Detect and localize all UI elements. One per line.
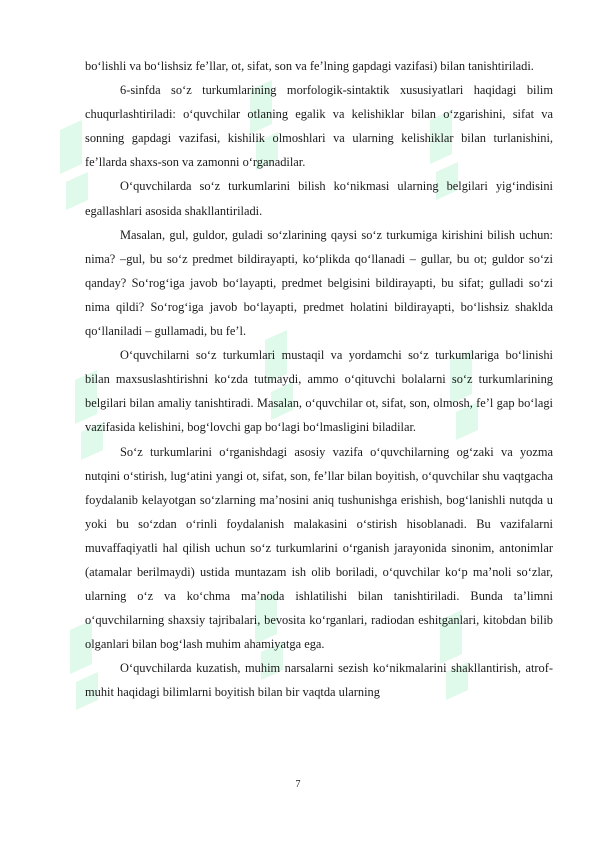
paragraph: 6-sinfda so‘z turkumlarining morfologik-sintaktik xususiyatlari haqidagi bilim chuqurlashtiriladi: o‘quvchilar otlaning egalik va kelishiklar bilan o‘zgarishini, sifat va sonning gapdagi vazifasi, kishilik olmoshlari va ularning kelishiklar bilan turlanishini, fe’llarda shaxs-son va zamonni o‘rganadilar. xyxy=(85,83,553,170)
page-body xyxy=(85,54,553,705)
paragraph: So‘z turkumlarini o‘rganishdagi asosiy vazifa o‘quvchilarning og‘zaki va yozma nutqini o‘stirish, lug‘atini yangi ot, sifat, son, fe’llar bilan boyitish, o‘quvchilar shu vaqtgacha foydalanib kelayotgan so‘zlarning ma’nosini aniq tushunishga erishish, bog‘lanishli nutqda u yoki bu so‘zdan o‘rinli foydalanish malakasini o‘stirish hisoblanadi. Bu vazifalarni muvaffaqiyatli hal qilish uchun so‘z turkumlarini o‘rganish jarayonida sinonim, antonimlar (atamalar berilmaydi) ustida muntazam ish olib boriladi, o‘quvchilar ko‘p ma’noli so‘zlar, ularning o‘z va ko‘chma ma’noda ishlatilishi bilan tanishtiriladi. Bunda ta’limni o‘quvchilarning shaxsiy tajribalari, bevosita ko‘rganlari, radiodan eshitganlari, kitobdan bilib olganlari bilan bog‘lash muhim ahamiyatga ega. xyxy=(85,444,553,652)
paragraph: bo‘lishli va bo‘lishsiz fe’llar, ot, sifat, son va fe’lning gapdagi vazifasi) bilan tanishtiriladi. xyxy=(85,59,534,73)
paragraph: O‘quvchilarni so‘z turkumlari mustaqil va yordamchi so‘z turkumlariga bo‘linishi bilan maxsuslashtirishni ko‘zda tutmaydi, ammo o‘qituvchi bolalarni so‘z turkumlarining belgilari bilan amaliy tanishtiradi. Masalan, o‘quvchilar ot, sifat, son, olmosh, fe’l gap bo‘lagi vazifasida kelishini, bog‘lovchi gap bo‘lagi bo‘lmasligini biladilar. xyxy=(85,348,553,435)
page-number: 7 xyxy=(295,779,301,790)
paragraph: O‘quvchilarda kuzatish, muhim narsalarni sezish ko‘nikmalarini shakllantirish, atrof-muhit haqidagi bilimlarni boyitish bilan bir vaqtda ularning xyxy=(85,661,553,700)
paragraph: O‘quvchilarda so‘z turkumlarini bilish ko‘nikmasi ularning belgilari yig‘indisini egallashlari asosida shakllantiriladi. xyxy=(85,179,553,218)
paragraph: Masalan, gul, guldor, guladi so‘zlarining qaysi so‘z turkumiga kirishini bilish uchun: nima? –gul, bu so‘z predmet bildirayapti, ko‘plikda qo‘llanadi – gullar, bu ot; guldor so‘zi qanday? So‘rog‘iga javob bo‘layapti, predmet belgisini bildirayapti, bu sifat; gulladi so‘zi nima qildi? So‘rog‘iga javob bo‘layapti, predmet holatini bildirayapti, bo‘lishsiz shaklda qo‘llaniladi – gullamadi, bu fe’l. xyxy=(85,227,553,339)
